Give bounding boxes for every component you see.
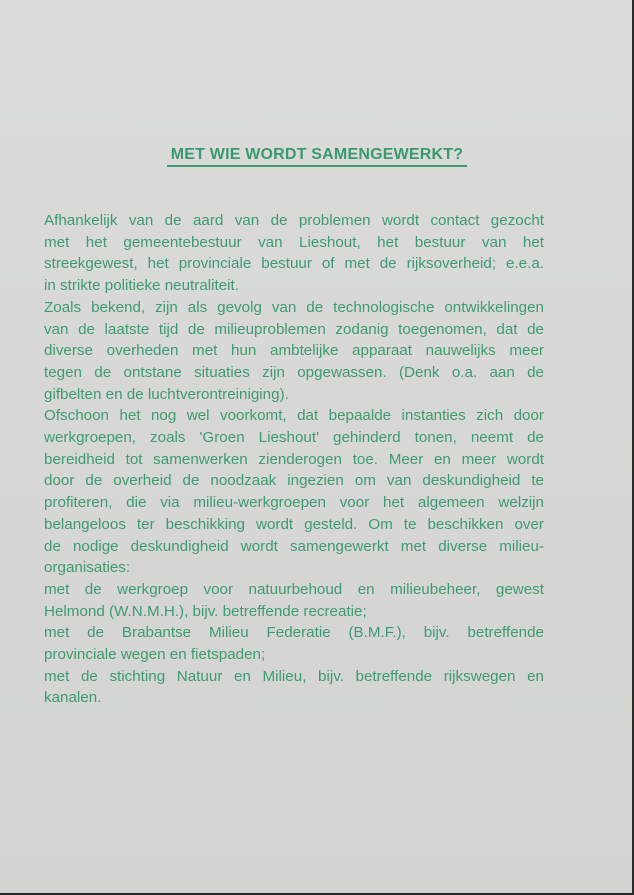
text-line: de nodige deskundigheid wordt samengewerkt met diverse milieu- [44,537,544,555]
text-line: door de overheid de noodzaak ingezien om van deskundigheid te [44,472,544,490]
text-line: van de laatste tijd de milieuproblemen zodanig toegenomen, dat de [44,320,544,338]
text-line: Ofschoon het nog wel voorkomt, dat bepaalde instanties zich door [44,407,544,425]
text-line: organisaties: [44,559,131,577]
text-line: Afhankelijk van de aard van de problemen wordt contact gezocht [44,212,544,229]
text-line: kanalen. [44,689,102,707]
text-line: in strikte politieke neutraliteit. [44,277,239,295]
text-line: diverse overheden met hun ambtelijke apparaat nauwelijks meer [44,342,544,360]
body-text [44,210,544,709]
text-line: werkgroepen, zoals 'Groen Lieshout' gehinderd tonen, neemt de [44,429,544,447]
text-line: provinciale wegen en fietspaden; [44,646,266,664]
text-line: belangeloos ter beschikking wordt gesteld. Om te beschikken over [44,515,544,533]
text-line: met de werkgroep voor natuurbehoud en milieubeheer, gewest [44,580,544,598]
text-line: Helmond (W.N.M.H.), bijv. betreffende recreatie; [44,602,367,620]
text-line: met de stichting Natuur en Milieu, bijv. betreffende rijkswegen en [44,667,544,685]
text-line: tegen de ontstane situaties zijn opgewassen. (Denk o.a. aan de [44,363,544,381]
text-line: streekgewest, het provinciale bestuur of met de rijksoverheid; e.e.a. [44,255,544,273]
text-line: profiteren, die via milieu-werkgroepen voor het algemeen welzijn [44,494,544,512]
text-line: met het gemeentebestuur van Lieshout, het bestuur van het [44,233,544,251]
text-line: Zoals bekend, zijn als gevolg van de technologische ontwikkelingen [44,298,544,316]
text-line: gifbelten en de luchtverontreiniging). [44,385,289,403]
text-line: bereidheid tot samenwerken zienderogen toe. Meer en meer wordt [44,450,544,468]
page-title: MET WIE WORDT SAMENGEWERKT? [167,146,468,167]
heading-wrapper [0,146,634,167]
text-line: met de Brabantse Milieu Federatie (B.M.F.), bijv. betreffende [44,624,544,642]
